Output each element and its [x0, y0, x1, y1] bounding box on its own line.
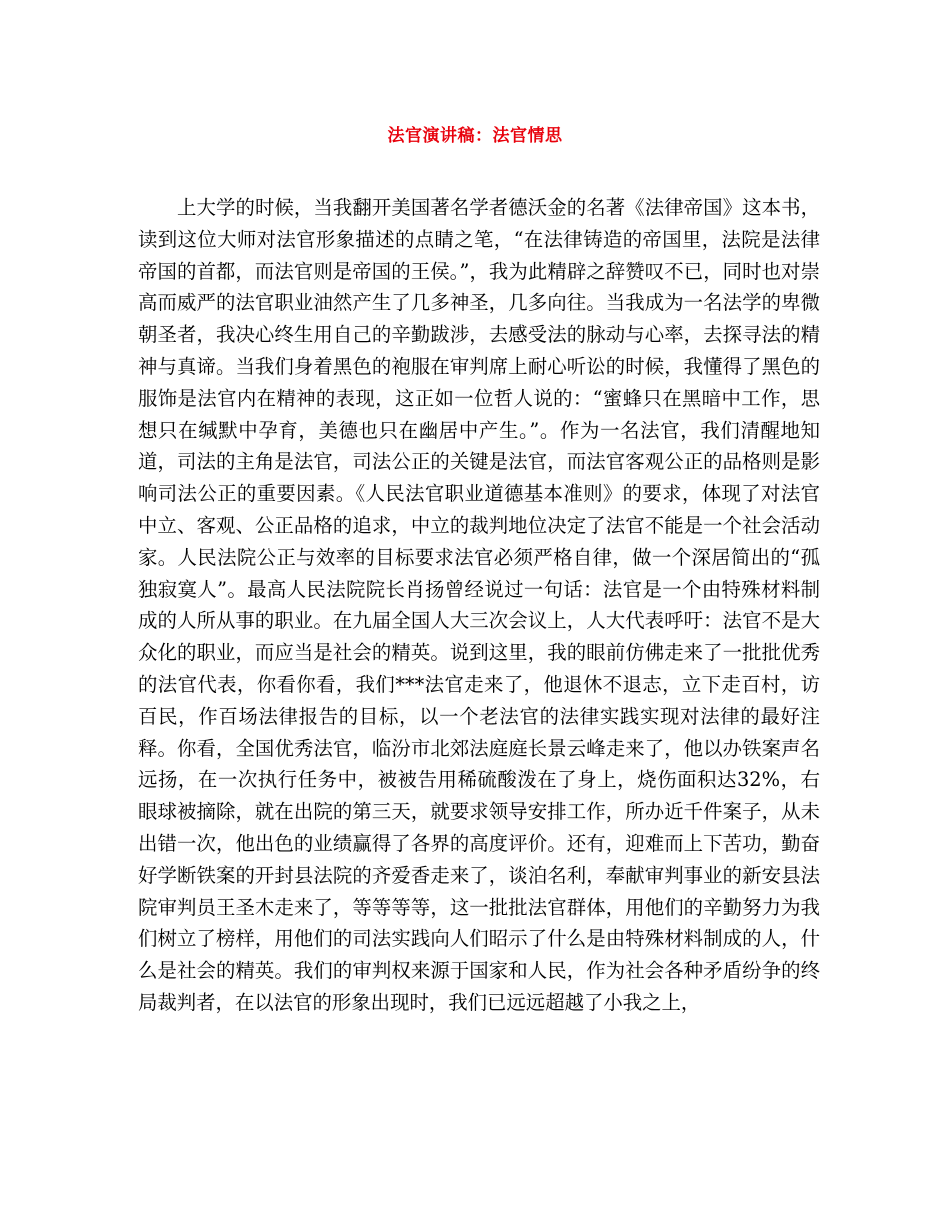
body-paragraph: 上大学的时候，当我翻开美国著名学者德沃金的名著《法律帝国》这本书，读到这位大师对法官形象描述的点睛之笔，“在法律铸造的帝国里，法院是法律帝国的首都，而法官则是帝国的王侯。”，我为此精辟之辞赞叹不已，同时也对崇高而威严的法官职业油然产生了几多神圣，几多向往。当我成为一名法学的卑微朝圣者，我决心终生用自己的辛勤跋涉，去感受法的脉动与心率，去探寻法的精神与真谛。当我们身着黑色的袍服在审判席上耐心听讼的时候，我懂得了黑色的服饰是法官内在精神的表现，这正如一位哲人说的：“蜜蜂只在黑暗中工作，思想只在缄默中孕育，美德也只在幽居中产生。”。作为一名法官，我们清醒地知道，司法的主角是法官，司法公正的关键是法官，而法官客观公正的品格则是影响司法公正的重要因素。《人民法官职业道德基本准则》的要求，体现了对法官中立、客观、公正品格的追求，中立的裁判地位决定了法官不能是一个社会活动家。人民法院公正与效率的目标要求法官必须严格自律，做一个深居简出的“孤独寂寞人”。最高人民法院院长肖扬曾经说过一句话：法官是一个由特殊材料制成的人所从事的职业。在九届全国人大三次会议上，人大代表呼吁：法官不是大众化的职业，而应当是社会的精英。说到这里，我的眼前仿佛走来了一批批优秀的法官代表，你看你看，我们***法官走来了，他退休不退志，立下走百村，访百民，作百场法律报告的目标，以一个老法官的法律实践实现对法律的最好注释。你看，全国优秀法官，临汾市北郊法庭庭长景云峰走来了，他以办铁案声名远扬，在一次执行任务中，被被告用稀硫酸泼在了身上，烧伤面积达32%，右眼球被摘除，就在出院的第三天，就要求领导安排工作，所办近千件案子，从未出错一次，他出色的业绩赢得了各界的高度评价。还有，迎难而上下苦功，勤奋好学断铁案的开封县法院的齐爱香走来了，谈泊名利，奉献审判事业的新安县法院审判员王圣木走来了，等等等等，这一批批法官群体，用他们的辛勤努力为我们树立了榜样，用他们的司法实践向人们昭示了什么是由特殊材料制成的人，什么是社会的精英。我们的审判权来源于国家和人民，作为社会各种矛盾纷争的终局裁判者，在以法官的形象出现时，我们已远远超越了小我之上，	[138, 196, 820, 1014]
document-title: 法官演讲稿：法官情思	[387, 126, 563, 146]
